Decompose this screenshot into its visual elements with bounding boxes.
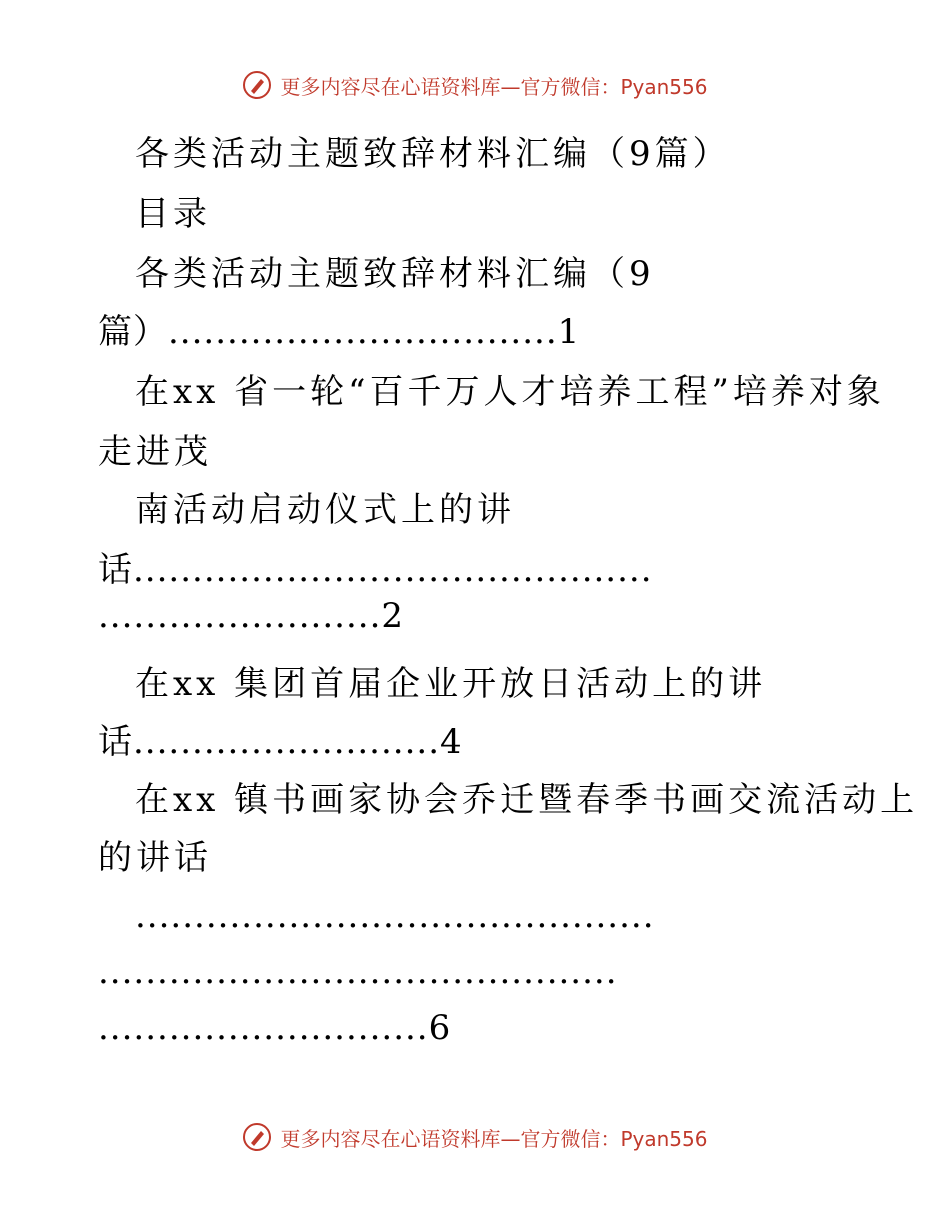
toc-line: 在xx 集团首届企业开放日活动上的讲	[135, 664, 767, 704]
header-watermark	[0, 70, 950, 104]
toc-line: 在xx 省一轮“百千万人才培养工程”培养对象	[135, 372, 885, 412]
toc-line: 在xx 镇书画家协会乔迁暨春季书画交流活动上	[135, 780, 919, 820]
toc-line: 南活动启动仪式上的讲	[135, 490, 515, 530]
toc-heading: 目录	[135, 194, 211, 234]
toc-line: ............................................	[135, 896, 655, 936]
toc-line: 的讲话	[98, 838, 212, 878]
toc-line: 篇）.................................1	[98, 312, 581, 352]
toc-line: 话..........................4	[98, 722, 463, 762]
watermark-text: 更多内容尽在心语资料库—官方微信：Pyan556	[280, 1126, 708, 1151]
toc-line: 走进茂	[98, 432, 212, 472]
pen-logo-icon	[242, 70, 272, 100]
brand-watermark	[242, 1122, 707, 1152]
toc-line: ........................2	[98, 596, 405, 636]
brand-watermark	[242, 70, 707, 100]
toc-line: 各类活动主题致辞材料汇编（9	[135, 254, 655, 294]
toc-line: ............................6	[98, 1008, 452, 1048]
footer-watermark	[0, 1122, 950, 1156]
document-title: 各类活动主题致辞材料汇编（9篇）	[135, 134, 731, 174]
pen-logo-icon	[242, 1122, 272, 1152]
toc-line: 话............................................	[98, 550, 653, 590]
toc-line: ............................................	[98, 952, 618, 992]
watermark-text: 更多内容尽在心语资料库—官方微信：Pyan556	[280, 74, 708, 99]
